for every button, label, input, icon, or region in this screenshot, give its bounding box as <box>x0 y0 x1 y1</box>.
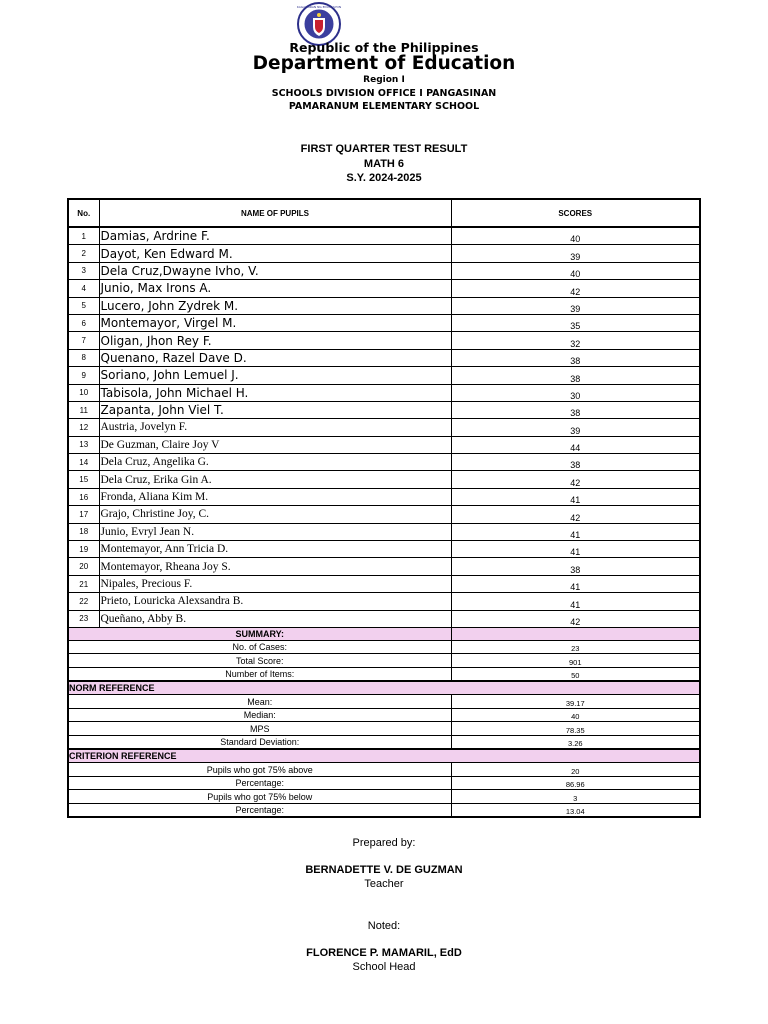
pupil-score: 40 <box>451 262 700 279</box>
preparer-title: Teacher <box>364 878 404 890</box>
summary-blank <box>451 627 700 640</box>
sd-value: 3.26 <box>451 735 700 749</box>
norm-reference-label: NORM REFERENCE <box>68 681 700 695</box>
header-no: No. <box>68 199 99 227</box>
pupil-name: Prieto, Louricka Alexsandra B. <box>99 593 451 610</box>
pupil-score: 39 <box>451 419 700 436</box>
pupil-score: 38 <box>451 349 700 366</box>
median-label: Median: <box>68 708 451 722</box>
pupil-number: 4 <box>68 280 99 297</box>
header-scores: SCORES <box>451 199 700 227</box>
total-label: Total Score: <box>68 654 451 668</box>
mean-label: Mean: <box>68 695 451 709</box>
pupil-number: 22 <box>68 593 99 610</box>
stat-row <box>68 763 700 777</box>
above-value: 20 <box>451 763 700 777</box>
summary-label: SUMMARY: <box>68 627 451 640</box>
pupil-name: Tabisola, John Michael H. <box>99 384 451 401</box>
pupil-number: 13 <box>68 436 99 453</box>
pupil-number: 15 <box>68 471 99 488</box>
pupil-name: Damias, Ardrine F. <box>99 227 451 245</box>
pupil-row <box>68 384 700 401</box>
pupil-score: 38 <box>451 367 700 384</box>
pupil-score: 42 <box>451 610 700 627</box>
pupil-name: Quenano, Razel Dave D. <box>99 349 451 366</box>
pupil-row <box>68 332 700 349</box>
header-name: NAME OF PUPILS <box>99 199 451 227</box>
pupil-score: 30 <box>451 384 700 401</box>
pupil-number: 1 <box>68 227 99 245</box>
test-result-table <box>67 198 701 818</box>
pupil-row <box>68 349 700 366</box>
stat-row <box>68 722 700 736</box>
pupil-row <box>68 314 700 331</box>
pupil-row <box>68 523 700 540</box>
items-value: 50 <box>451 667 700 681</box>
pupil-number: 9 <box>68 367 99 384</box>
cases-value: 23 <box>451 640 700 654</box>
pupil-row <box>68 419 700 436</box>
pupil-score: 42 <box>451 280 700 297</box>
above-percentage-label: Percentage: <box>68 776 451 790</box>
pupil-row <box>68 471 700 488</box>
pupil-score: 32 <box>451 332 700 349</box>
pupil-score: 41 <box>451 488 700 505</box>
pupil-number: 14 <box>68 454 99 471</box>
below-value: 3 <box>451 790 700 804</box>
pupil-number: 21 <box>68 575 99 592</box>
stat-row <box>68 640 700 654</box>
pupil-score: 39 <box>451 245 700 262</box>
mps-value: 78.35 <box>451 722 700 736</box>
pupil-score: 41 <box>451 523 700 540</box>
pupil-row <box>68 227 700 245</box>
norm-reference-row <box>68 681 700 695</box>
pupil-number: 17 <box>68 506 99 523</box>
subject-title: MATH 6 <box>363 158 405 170</box>
pupil-row <box>68 367 700 384</box>
stat-row <box>68 695 700 709</box>
pupil-name: Oligan, Jhon Rey F. <box>99 332 451 349</box>
pupil-row <box>68 506 700 523</box>
pupil-name: Junio, Evryl Jean N. <box>99 523 451 540</box>
head-name: FLORENCE P. MAMARIL, EdD <box>306 947 462 959</box>
pupil-name: Soriano, John Lemuel J. <box>99 367 451 384</box>
pupil-name: Junio, Max Irons A. <box>99 280 451 297</box>
pupil-number: 12 <box>68 419 99 436</box>
pupil-name: Dayot, Ken Edward M. <box>99 245 451 262</box>
school-year: S.Y. 2024-2025 <box>346 172 422 184</box>
pupil-row <box>68 262 700 279</box>
above-label: Pupils who got 75% above <box>68 763 451 777</box>
below-percentage-label: Percentage: <box>68 803 451 817</box>
country-name: Republic of the Philippines <box>289 40 479 55</box>
pupil-number: 18 <box>68 523 99 540</box>
summary-header-row <box>68 627 700 640</box>
pupil-name: Montemayor, Virgel M. <box>99 314 451 331</box>
pupil-number: 19 <box>68 541 99 558</box>
pupil-row <box>68 488 700 505</box>
pupil-score: 41 <box>451 541 700 558</box>
stat-row <box>68 667 700 681</box>
pupil-number: 10 <box>68 384 99 401</box>
below-label: Pupils who got 75% below <box>68 790 451 804</box>
pupil-name: Grajo, Christine Joy, C. <box>99 506 451 523</box>
pupil-name: Zapanta, John Viel T. <box>99 401 451 418</box>
pupil-name: Fronda, Aliana Kim M. <box>99 488 451 505</box>
pupil-row <box>68 558 700 575</box>
pupil-name: Dela Cruz,Dwayne Ivho, V. <box>99 262 451 279</box>
cases-label: No. of Cases: <box>68 640 451 654</box>
pupil-row <box>68 436 700 453</box>
pupil-score: 39 <box>451 297 700 314</box>
median-value: 40 <box>451 708 700 722</box>
pupil-score: 40 <box>451 227 700 245</box>
pupil-row <box>68 575 700 592</box>
pupil-name: Queñano, Abby B. <box>99 610 451 627</box>
pupil-number: 11 <box>68 401 99 418</box>
pupil-score: 42 <box>451 506 700 523</box>
pupil-number: 16 <box>68 488 99 505</box>
pupil-number: 23 <box>68 610 99 627</box>
pupil-name: Dela Cruz, Angelika G. <box>99 454 451 471</box>
stat-row <box>68 803 700 817</box>
pupil-row <box>68 454 700 471</box>
preparer-name: BERNADETTE V. DE GUZMAN <box>305 864 463 876</box>
pupil-row <box>68 610 700 627</box>
pupil-score: 41 <box>451 575 700 592</box>
division-name: SCHOOLS DIVISION OFFICE I PANGASINAN <box>271 88 497 99</box>
table-header-row <box>68 199 700 227</box>
above-percentage-value: 86.96 <box>451 776 700 790</box>
pupil-name: Lucero, John Zydrek M. <box>99 297 451 314</box>
pupil-number: 2 <box>68 245 99 262</box>
pupil-score: 38 <box>451 401 700 418</box>
pupil-name: Montemayor, Rheana Joy S. <box>99 558 451 575</box>
pupil-row <box>68 297 700 314</box>
school-name: PAMARANUM ELEMENTARY SCHOOL <box>288 101 480 112</box>
pupil-number: 3 <box>68 262 99 279</box>
stat-row <box>68 654 700 668</box>
pupil-name: Austria, Jovelyn F. <box>99 419 451 436</box>
pupil-score: 42 <box>451 471 700 488</box>
stat-row <box>68 776 700 790</box>
total-value: 901 <box>451 654 700 668</box>
pupil-row <box>68 245 700 262</box>
svg-text:KAGAWARAN NG EDUKASYON: KAGAWARAN NG EDUKASYON <box>297 5 341 9</box>
sd-label: Standard Deviation: <box>68 735 451 749</box>
pupil-row <box>68 541 700 558</box>
stat-row <box>68 708 700 722</box>
region-name: Region I <box>363 75 405 85</box>
pupil-name: Dela Cruz, Erika Gin A. <box>99 471 451 488</box>
noted-label: Noted: <box>367 920 401 932</box>
report-title: FIRST QUARTER TEST RESULT <box>300 143 468 155</box>
pupil-number: 5 <box>68 297 99 314</box>
stat-row <box>68 735 700 749</box>
pupil-score: 35 <box>451 314 700 331</box>
head-title: School Head <box>352 961 416 973</box>
pupil-row <box>68 401 700 418</box>
pupil-number: 6 <box>68 314 99 331</box>
pupil-name: De Guzman, Claire Joy V <box>99 436 451 453</box>
criterion-reference-label: CRITERION REFERENCE <box>68 749 700 763</box>
prepared-by-label: Prepared by: <box>352 837 416 849</box>
pupil-score: 44 <box>451 436 700 453</box>
pupil-score: 38 <box>451 454 700 471</box>
pupil-row <box>68 280 700 297</box>
pupil-score: 41 <box>451 593 700 610</box>
mps-label: MPS <box>68 722 451 736</box>
pupil-number: 7 <box>68 332 99 349</box>
stat-row <box>68 790 700 804</box>
department-name: Department of Education <box>252 53 516 74</box>
mean-value: 39.17 <box>451 695 700 709</box>
pupil-number: 8 <box>68 349 99 366</box>
pupil-name: Nipales, Precious F. <box>99 575 451 592</box>
criterion-reference-row <box>68 749 700 763</box>
items-label: Number of Items: <box>68 667 451 681</box>
pupil-row <box>68 593 700 610</box>
pupil-number: 20 <box>68 558 99 575</box>
pupil-score: 38 <box>451 558 700 575</box>
below-percentage-value: 13.04 <box>451 803 700 817</box>
pupil-name: Montemayor, Ann Tricia D. <box>99 541 451 558</box>
